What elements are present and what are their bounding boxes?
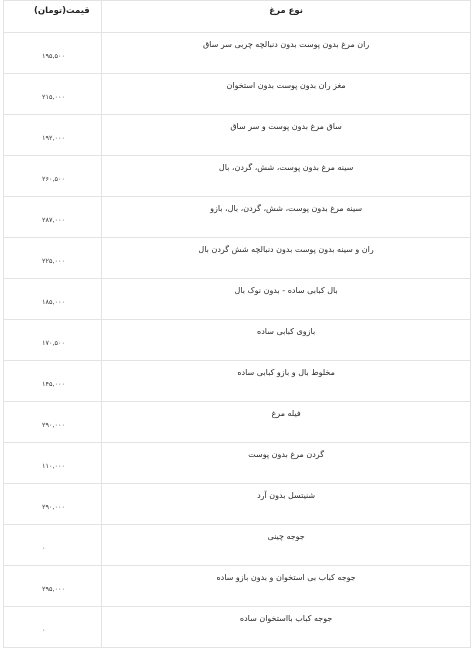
price-cell: ۲۹۰,۰۰۰ (4, 484, 102, 525)
table-row (4, 115, 471, 156)
table-row (4, 197, 471, 238)
name-cell: سینه مرغ بدون پوست، شش، گردن، بال (102, 156, 471, 197)
table-row (4, 156, 471, 197)
table-row (4, 484, 471, 525)
table-row (4, 525, 471, 566)
name-cell: مخلوط بال و بازو کبابی ساده (102, 361, 471, 402)
price-column-header: قیمت(تومان) (4, 1, 102, 33)
name-cell: شنیتسل بدون آرد (102, 484, 471, 525)
name-cell: ران و سینه بدون پوست بدون دنبالچه شش گردن بال (102, 238, 471, 279)
price-cell: ۰ (4, 607, 102, 648)
price-cell: ۱۸۵,۰۰۰ (4, 279, 102, 320)
name-cell: جوجه کباب بااستخوان ساده (102, 607, 471, 648)
chicken-price-table (3, 0, 471, 648)
table-row (4, 443, 471, 484)
price-cell: ۲۸۷,۰۰۰ (4, 197, 102, 238)
table-row (4, 607, 471, 648)
name-column-header: نوع مرغ (102, 1, 471, 33)
price-cell: ۲۹۵,۰۰۰ (4, 566, 102, 607)
price-cell: ۲۶۰,۵۰۰ (4, 156, 102, 197)
price-cell: ۱۹۵,۵۰۰ (4, 33, 102, 74)
name-cell: جوجه چینی (102, 525, 471, 566)
price-cell: ۱۴۵,۰۰۰ (4, 361, 102, 402)
table-row (4, 402, 471, 443)
price-cell: ۱۱۰,۰۰۰ (4, 443, 102, 484)
name-cell: ران مرغ بدون پوست بدون دنبالچه چربی سر ساق (102, 33, 471, 74)
price-cell: ۲۲۵,۰۰۰ (4, 238, 102, 279)
name-cell: فیله مرغ (102, 402, 471, 443)
table-row (4, 320, 471, 361)
price-cell: ۲۹۰,۰۰۰ (4, 402, 102, 443)
name-cell: گردن مرغ بدون پوست (102, 443, 471, 484)
table-row (4, 74, 471, 115)
table-row (4, 361, 471, 402)
table-header-row (4, 1, 471, 33)
table-row (4, 33, 471, 74)
table-row (4, 279, 471, 320)
table-row (4, 238, 471, 279)
price-cell: ۰ (4, 525, 102, 566)
price-cell: ۲۱۵,۰۰۰ (4, 74, 102, 115)
name-cell: بازوی کبابی ساده (102, 320, 471, 361)
name-cell: ساق مرغ بدون پوست و سر ساق (102, 115, 471, 156)
table-row (4, 566, 471, 607)
price-cell: ۱۷۰,۵۰۰ (4, 320, 102, 361)
name-cell: بال کبابی ساده - بدون نوک بال (102, 279, 471, 320)
name-cell: جوجه کباب بی استخوان و بدون بازو ساده (102, 566, 471, 607)
price-cell: ۱۹۲,۰۰۰ (4, 115, 102, 156)
name-cell: سینه مرغ بدون پوست، شش، گردن، بال، بازو (102, 197, 471, 238)
name-cell: مغز ران بدون پوست بدون استخوان (102, 74, 471, 115)
